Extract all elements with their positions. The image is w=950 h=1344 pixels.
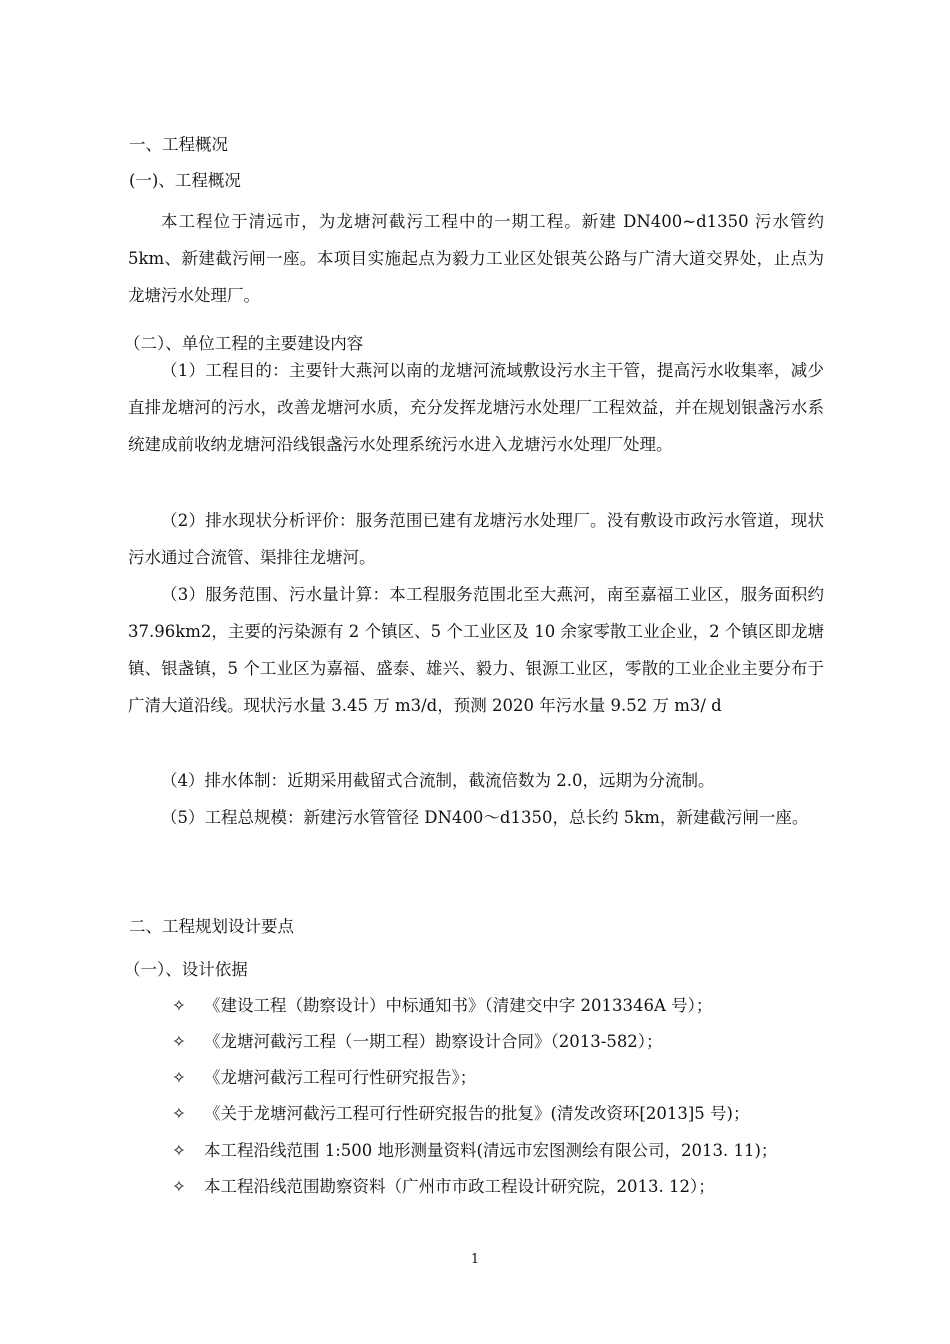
- heading-1: 一、工程概况: [129, 135, 228, 154]
- bullet-text: 《龙塘河截污工程（一期工程）勘察设计合同》（2013-582）；: [204, 1032, 663, 1051]
- section-3-title: （一）、设计依据: [124, 960, 248, 979]
- bullet-text: 本工程沿线范围 1:500 地形测量资料(清远市宏图测绘有限公司，2013. 11)；: [204, 1141, 778, 1160]
- section-1-title: (一)、工程概况: [129, 171, 241, 190]
- bullet-text: 《建设工程（勘察设计）中标通知书》（清建交中字 2013346A 号）；: [204, 996, 713, 1015]
- bullet-text: 《关于龙塘河截污工程可行性研究报告的批复》(清发改资环[2013]5 号)；: [204, 1104, 750, 1123]
- bullet-star-icon: ✧: [172, 1068, 186, 1087]
- item-3-paragraph: （3）服务范围、污水量计算：本工程服务范围北至大燕河，南至嘉福工业区，服务面积约 37.96km2，主要的污染源有 2 个镇区、5 个工业区及 10 余家零散工业企业，2 个镇区即龙塘镇、银盏镇，5 个工业区为嘉福、盛泰、雄兴、毅力、银源工业区，零散的工业企业主要分布于广清大道沿线。现状污水量 3.45 万 m3/d，预测 2020 年污水量 9.52 万 m3/ d: [128, 585, 824, 715]
- bullet-item: [172, 1028, 663, 1052]
- bullet-text: 本工程沿线范围勘察资料（广州市市政工程设计研究院，2013. 12）；: [204, 1177, 715, 1196]
- overview-paragraph: 本工程位于清远市，为龙塘河截污工程中的一期工程。新建 DN400~d1350 污水管约 5km、新建截污闸一座。本项目实施起点为毅力工业区处银英公路与广清大道交界处，止点为龙塘污水处理厂。: [128, 212, 824, 305]
- bullet-star-icon: ✧: [172, 996, 186, 1015]
- bullet-item: [172, 1173, 715, 1197]
- bullet-item: [172, 992, 712, 1016]
- item-5-paragraph: （5）工程总规模：新建污水管管径 DN400～d1350，总长约 5km，新建截污闸一座。: [161, 808, 809, 827]
- item-2-paragraph: （2）排水现状分析评价：服务范围已建有龙塘污水处理厂。没有敷设市政污水管道，现状污水通过合流管、渠排往龙塘河。: [128, 511, 824, 567]
- heading-2: 二、工程规划设计要点: [129, 917, 294, 936]
- item-4-paragraph: （4）排水体制：近期采用截留式合流制，截流倍数为 2.0，远期为分流制。: [161, 771, 715, 790]
- page-number: 1: [470, 1252, 480, 1267]
- bullet-star-icon: ✧: [172, 1141, 186, 1160]
- bullet-item: [172, 1064, 476, 1088]
- bullet-item: [172, 1100, 749, 1124]
- item-1-paragraph: （1）工程目的：主要针大燕河以南的龙塘河流域敷设污水主干管，提高污水收集率，减少直排龙塘河的污水，改善龙塘河水质，充分发挥龙塘污水处理厂工程效益，并在规划银盏污水系统建成前收纳龙塘河沿线银盏污水处理系统污水进入龙塘污水处理厂处理。: [128, 361, 824, 454]
- bullet-star-icon: ✧: [172, 1032, 186, 1051]
- bullet-item: [172, 1137, 777, 1161]
- bullet-star-icon: ✧: [172, 1104, 186, 1123]
- bullet-star-icon: ✧: [172, 1177, 186, 1196]
- section-2-title: （二）、单位工程的主要建设内容: [124, 334, 364, 353]
- bullet-text: 《龙塘河截污工程可行性研究报告》；: [204, 1068, 477, 1087]
